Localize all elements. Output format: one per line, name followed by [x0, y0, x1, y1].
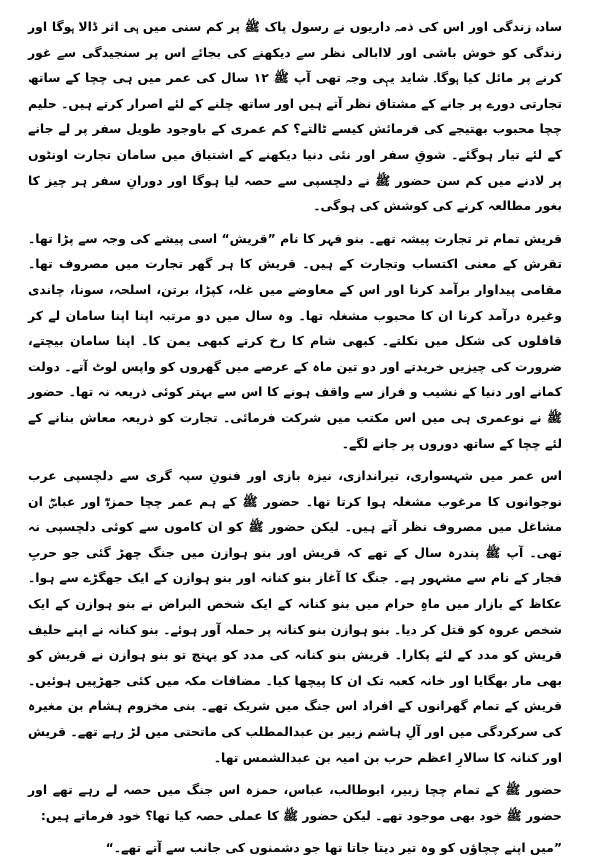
paragraph-harb-al-fijar: اس عمر میں شہسواری، تیراندازی، نیزہ بازی اور فنونِ سپہ گری سے دلچسپی عرب نوجوانوں کا مرغوب مشغلہ ہوا کرتا تھا۔ حضور ﷺ کے ہم عمر چچا حمزہؓ اور عباسؓ ان مشاغل میں مصروف نظر آتے ہیں۔ لیکن حضور ﷺ کو ان کاموں سے کوئی دلچسپی نہ تھی۔ آپ ﷺ پندرہ سال کے تھے کہ قریش اور بنو ہوازن میں جنگ چھڑ گئی جو حربِ فجار کے نام سے مشہور ہے۔ جنگ کا آغاز بنو کنانہ اور بنو ہوازن کے ایک جھگڑے سے ہوا۔ عکاظ کے بازار میں ماہِ حرام میں بنو کنانہ کے ایک شخص البراض نے بنو ہوازن کے ایک شخص عروہ کو قتل کر دیا۔ بنو ہوازن بنو کنانہ پر حملہ آور ہوئے۔ بنو کنانہ نے اپنے حلیف قریش کو مدد کے لئے پکارا۔ قریش بنو کنانہ کی مدد کو پہنچ تو بنو ہوازن نے قریش کو بھی مار بھگایا اور خانہ کعبہ تک ان کا پیچھا کیا۔ مضافات مکہ میں کئی جھڑپیں ہوئیں۔ قریش کے تمام گھرانوں کے افراد اس جنگ میں شریک تھے۔ بنی مخزوم ہشام بن مغیرہ کی سرکردگی میں اور آلِ ہاشم زبیر بن عبدالمطلب کی ماتحتی میں لڑ رہے تھے۔ قریش اور کنانہ کا سالارِ اعظم حرب بن امیہ بن عبدالشمس تھا۔: [28, 468, 562, 765]
paragraph-uncles-in-battle: حضور ﷺ کے تمام چچا زبیر، ابوطالب، عباس، حمزہ اس جنگ میں حصہ لے رہے تھے اور حضور ﷺ خود بھی موجود تھے۔ لیکن حضور ﷺ کا عملی حصہ کیا تھا؟ خود فرماتے ہیں:: [28, 782, 562, 823]
paragraph-childhood-journey: سادہ زندگی اور اس کی ذمہ داریوں نے رسول پاک ﷺ پر کم سنی میں ہی اثر ڈالا ہوگا اور زندگی کو خوش باشی اور لاابالی نظر سے دیکھنے کی بجائے اس پر سنجیدگی سے غور کرنے پر مائل کیا ہوگا۔ شاید یہی وجہ تھی آپ ﷺ ۱۲ سال کی عمر میں ہی چچا کے ساتھ تجارتی دورے پر جانے کے مشتاق نظر آتے ہیں اور ساتھ چلنے کے لئے اصرار کرتے ہیں۔ حلیم چچا محبوب بھتیجے کی فرمائش کیسے ٹالتے؟ کم عمری کے باوجود طویل سفر پر لے جانے کے لئے تیار ہوگئے۔ شوقِ سفر اور نئی دنیا دیکھنے کے اشتیاق میں سامان تجارت اونٹوں پر لادنے میں کم سن حضور ﷺ نے دلچسپی سے حصہ لیا ہوگا اور دورانِ سفر ہر چیز کا بغور مطالعہ کرنے کی کوشش کی ہوگی۔: [28, 19, 562, 214]
paragraph-quote: ”میں اپنے چچاؤں کو وہ تیر دیتا جاتا تھا جو دشمنوں کی جانب سے آتے تھے۔“: [105, 840, 562, 856]
paragraph-quraysh-trade: قریش تمام تر تجارت پیشہ تھے۔ بنو فہر کا نام ”قریش“ اسی پیشے کی وجہ سے پڑا تھا۔ تقرش کے معنی اکتساب وتجارت کے ہیں۔ قریش کا ہر گھر تجارت میں مصروف تھا۔ مقامی پیداوار برآمد کرنا اور اس کے معاوضے میں غلہ، کپڑا، برتن، اسلحہ، سونا، چاندی وغیرہ درآمد کرنا ان کا محبوب مشغلہ تھا۔ وہ سال میں دو مرتبہ اپنا اپنا سامان لے کر قافلوں کی شکل میں نکلتے۔ کبھی شام کا رخ کرتے کبھی یمن کا۔ اپنا سامان بیچتے، ضرورت کی چیزیں خریدتے اور دو تین ماہ کے عرصے میں گھروں کو واپس لوٹ آتے۔ دولت کمانے اور دنیا کے نشیب و فراز سے واقف ہونے کا اس سے بہتر کوئی ذریعہ نہ تھا۔ حضور ﷺ نے نوعمری ہی میں اس مکتب میں شرکت فرمائی۔ تجارت کو ذریعہ معاش بنانے کے لئے چچا کے ساتھ دوروں پر جانے لگے۔: [28, 230, 562, 451]
